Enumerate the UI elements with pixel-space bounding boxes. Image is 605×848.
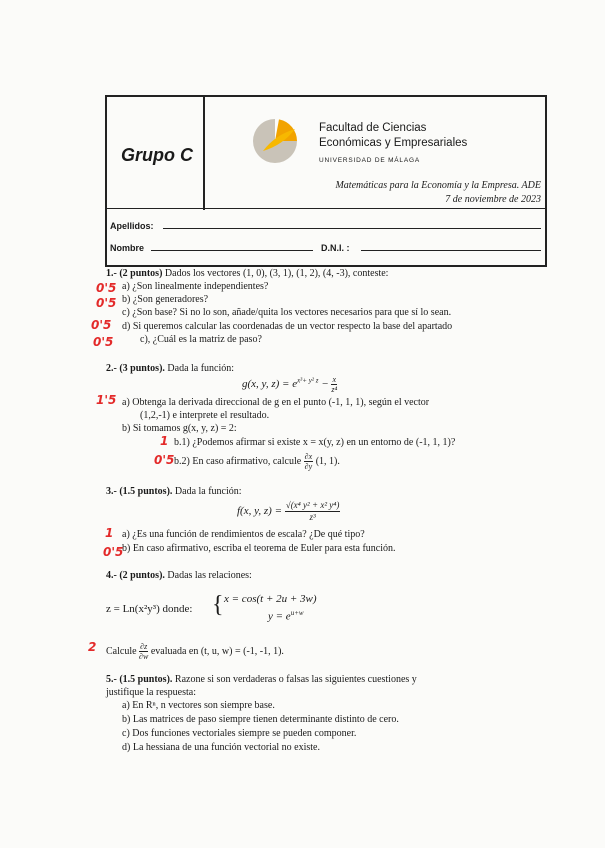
q3-formula: f(x, y, z) = $\frac{\text{√(x⁴ y² + x² y⁴)}}{\text{z³}}$ bbox=[237, 500, 340, 522]
q2-item-a: a) Obtenga la derivada direccional de g en el punto (-1, 1, 1), según el vector bbox=[122, 397, 430, 408]
q2-item-b2: b.2) En caso afirmativo, calcule $\frac{\partial x}{\partial y}$ (1, 1). bbox=[174, 452, 340, 471]
q4-x-equation: x = cos(t + 2u + 3w) bbox=[224, 593, 317, 605]
grade-q1b: 0'5 bbox=[96, 296, 117, 310]
faculty-name: Facultad de Ciencias Económicas y Empresariales bbox=[319, 122, 468, 149]
q1-item-c: c) ¿Son base? Si no lo son, añade/quita los vectores necesarios para que sí lo sean. bbox=[122, 307, 452, 318]
group-label: Grupo C bbox=[121, 145, 193, 165]
dni-field[interactable] bbox=[361, 250, 541, 251]
grade-q3b: 0'5 bbox=[103, 545, 124, 559]
university-logo bbox=[249, 115, 301, 167]
university-name: UNIVERSIDAD DE MÁLAGA bbox=[319, 157, 420, 164]
name-field[interactable] bbox=[151, 250, 313, 251]
grade-q2a: 1'5 bbox=[96, 393, 117, 407]
question-4: 4.- (2 puntos). Dadas las relaciones: bbox=[106, 570, 252, 581]
q5-item-a: a) En Rⁿ, n vectores son siempre base. bbox=[122, 700, 275, 711]
subject-date bbox=[335, 179, 541, 207]
q3-item-a: a) ¿Es una función de rendimientos de escala? ¿De qué tipo? bbox=[122, 529, 365, 540]
q1-item-d: d) Si queremos calcular las coordenadas de un vector respecto la base del apartado bbox=[122, 321, 453, 332]
q1-item-b: b) ¿Son generadores? bbox=[122, 294, 209, 305]
q2-item-b: b) Si tomamos g(x, y, z) = 2: bbox=[122, 423, 237, 434]
surname-field[interactable] bbox=[163, 228, 541, 229]
q5-intro-cont: justifique la respuesta: bbox=[106, 687, 196, 698]
q5-item-b: b) Las matrices de paso siempre tienen determinante distinto de cero. bbox=[122, 714, 399, 725]
q3-item-b: b) En caso afirmativo, escriba el teorema de Euler para esta función. bbox=[122, 543, 396, 554]
question-3: 3.- (1.5 puntos). Dada la función: bbox=[106, 486, 242, 497]
divider bbox=[107, 208, 545, 209]
grade-q1c: 0'5 bbox=[91, 318, 112, 332]
exam-date: 7 de noviembre de 2023 bbox=[445, 194, 541, 205]
grade-q2b1: 1 bbox=[160, 434, 169, 448]
q2-item-a-cont: (1,2,-1) e interprete el resultado. bbox=[140, 410, 270, 421]
group-cell bbox=[107, 97, 205, 210]
q4-y-equation: $y = e^{u+w}$ bbox=[268, 609, 304, 623]
q1-item-d-cont: c), ¿Cuál es la matriz de paso? bbox=[140, 334, 262, 345]
q5-item-c: c) Dos funciones vectoriales siempre se pueden componer. bbox=[122, 728, 357, 739]
question-1: 1.- (2 puntos) Dados los vectores (1, 0), (3, 1), (1, 2), (4, -3), conteste: bbox=[106, 268, 389, 279]
question-2: 2.- (3 puntos). Dada la función: bbox=[106, 363, 235, 374]
q4-calc: Calcule $\frac{\partial z}{\partial w}$ evaluada en (t, u, w) = (-1, -1, 1). bbox=[106, 642, 284, 661]
q4-brace: { bbox=[212, 592, 224, 618]
q5-item-d: d) La hessiana de una función vectorial no existe. bbox=[122, 742, 320, 753]
grade-q1d: 0'5 bbox=[93, 335, 114, 349]
grade-q2b2: 0'5 bbox=[154, 453, 175, 467]
q4-z-equation: z = Ln(x²y³) donde: bbox=[106, 603, 193, 615]
grade-q1a: 0'5 bbox=[96, 281, 117, 295]
question-5: 5.- (1.5 puntos). Razone si son verdaderas o falsas las siguientes cuestiones y bbox=[106, 674, 417, 685]
name-label: Nombre bbox=[110, 243, 145, 253]
dni-label: D.N.I. : bbox=[321, 243, 350, 253]
surname-label: Apellidos: bbox=[110, 221, 154, 231]
grade-q4: 2 bbox=[88, 640, 97, 654]
grade-q3a: 1 bbox=[105, 526, 114, 540]
q2-formula: g(x, y, $z) = e^{x^3+ y^2 z}$ − $\frac{x}{\text{z⁴}}$ bbox=[242, 375, 338, 394]
q2-item-b1: b.1) ¿Podemos afirmar si existe x = x(y, z) en un entorno de (-1, 1, 1)? bbox=[174, 437, 456, 448]
exam-header bbox=[105, 95, 547, 267]
subject: Matemáticas para la Economía y la Empresa. ADE bbox=[335, 180, 541, 191]
q1-item-a: a) ¿Son linealmente independientes? bbox=[122, 281, 269, 292]
